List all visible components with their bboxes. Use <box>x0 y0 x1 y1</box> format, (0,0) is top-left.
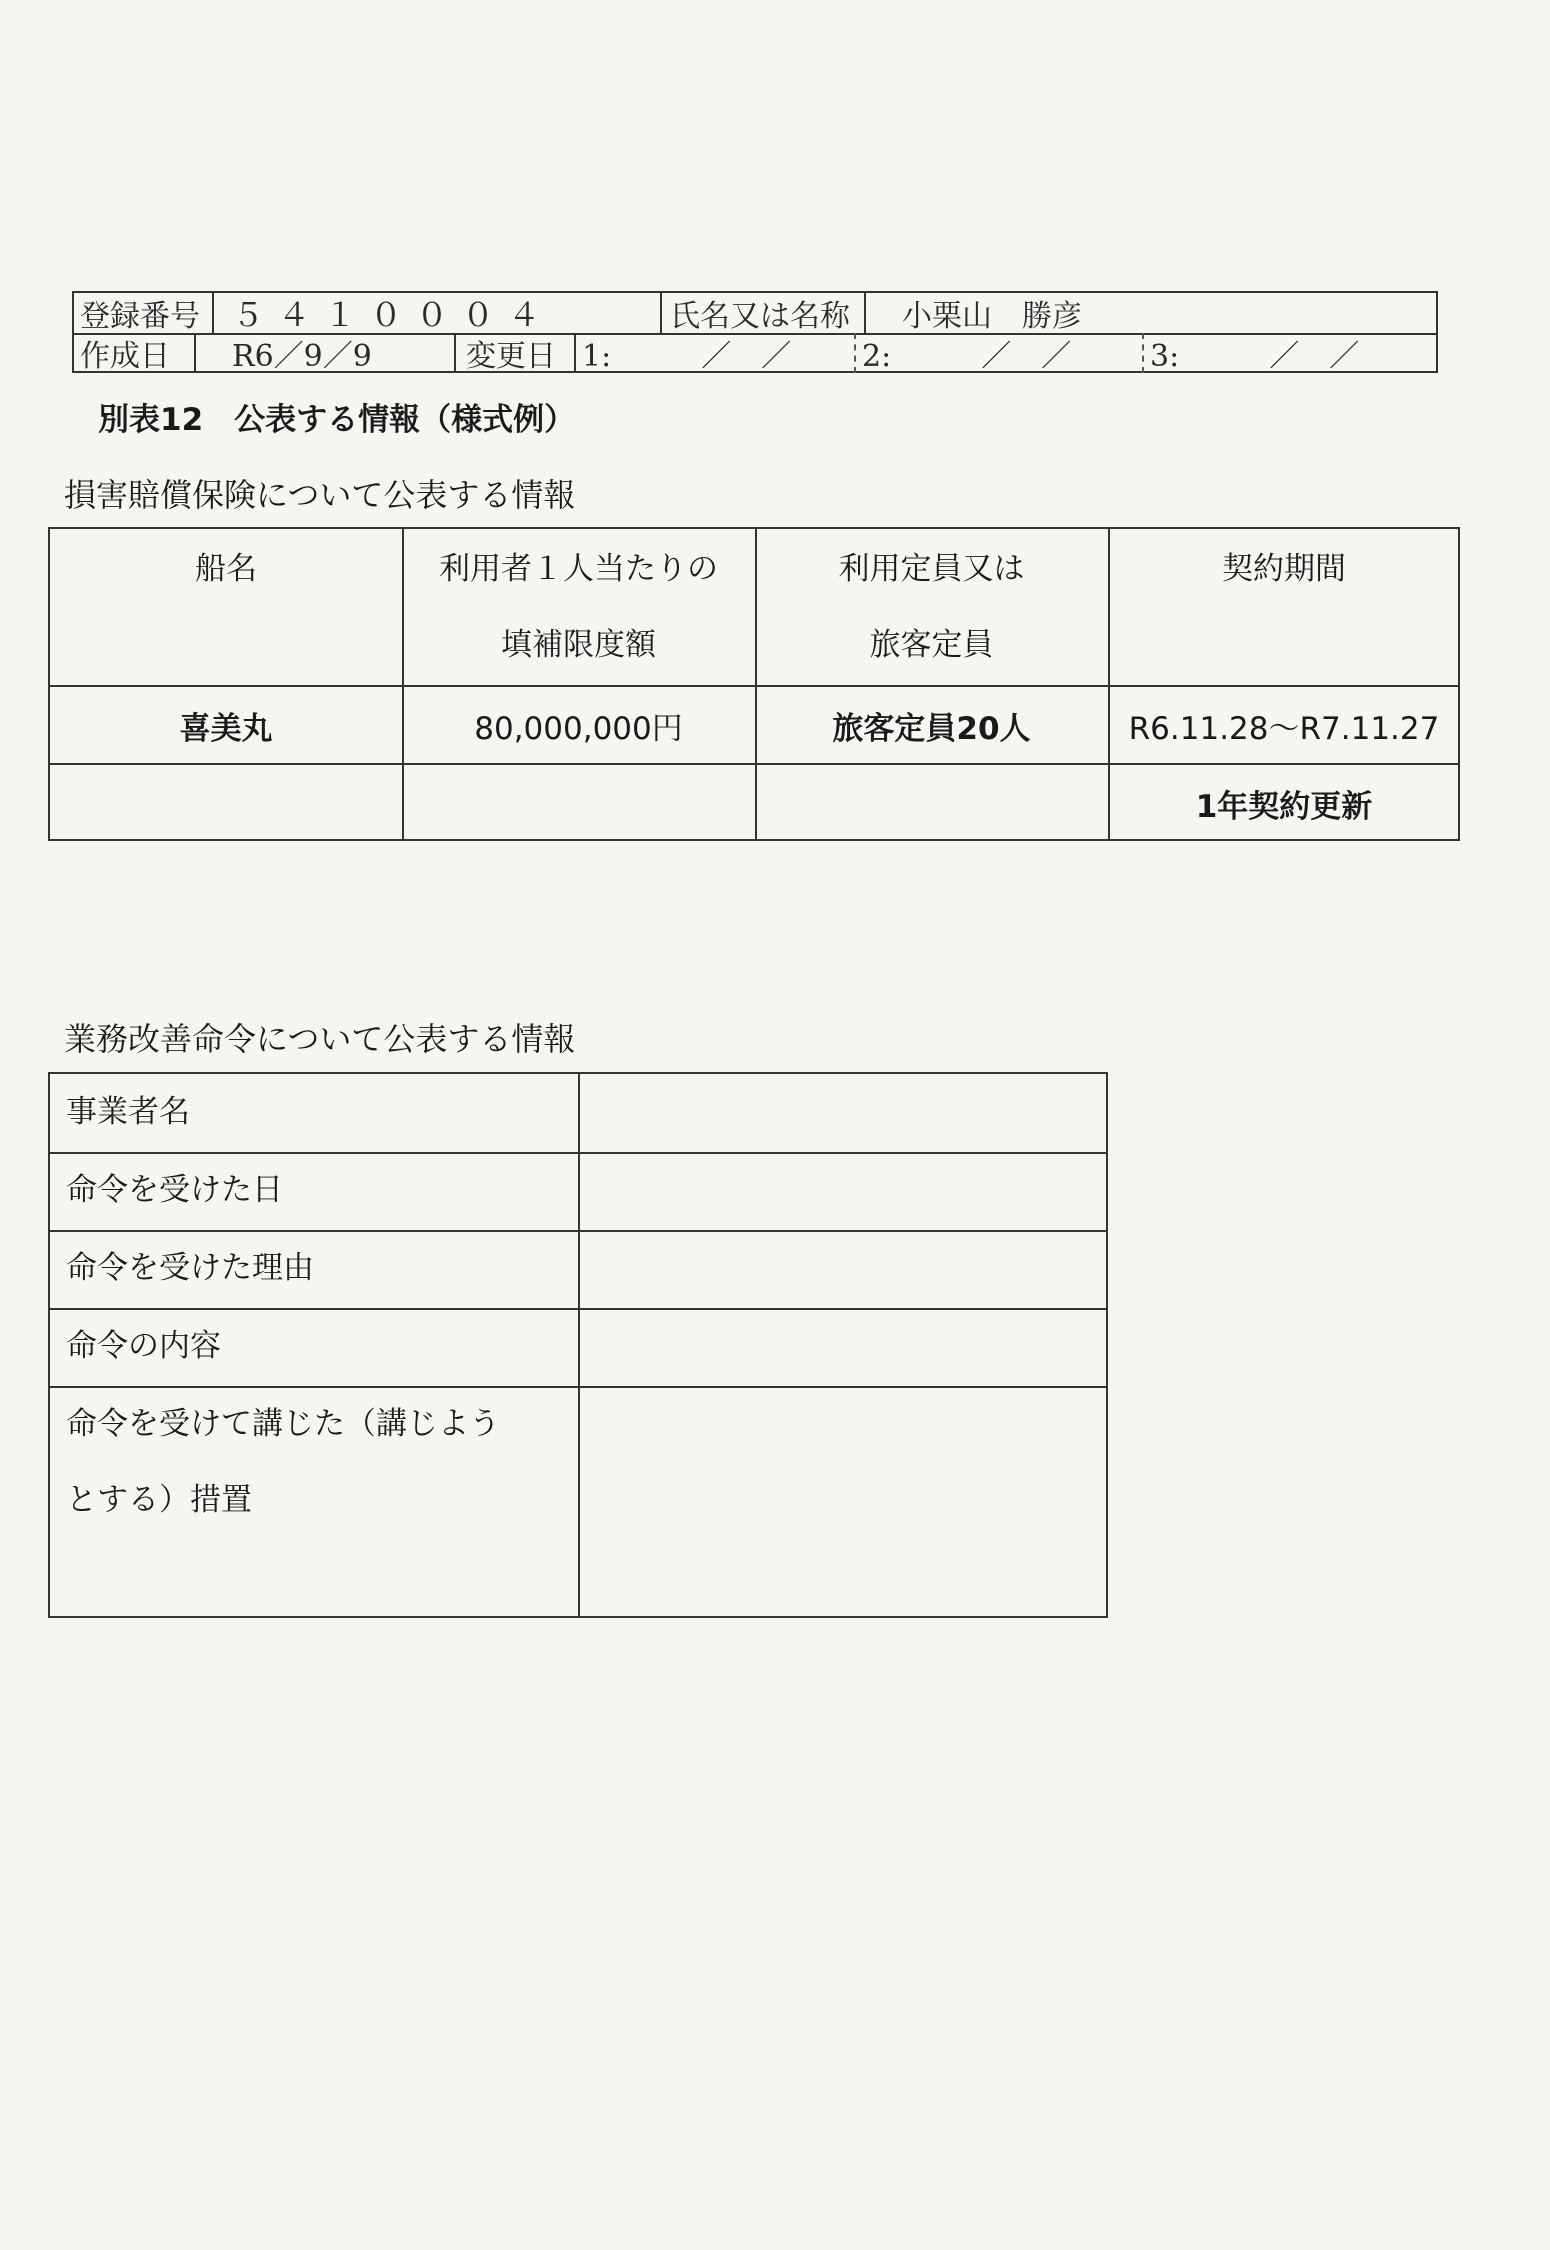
header-capacity <box>755 529 1108 685</box>
name-value: 小栗山 勝彦 <box>864 293 1424 333</box>
header-coverage-limit <box>402 529 755 685</box>
cell-empty <box>755 765 1108 841</box>
label-line: とする）措置 <box>66 1482 252 1518</box>
order-section-title: 業務改善命令について公表する情報 <box>64 1020 576 1058</box>
cell-coverage-limit: 80,000,000円 <box>474 710 683 747</box>
cell-empty <box>402 765 755 841</box>
change-1: 1: ／ ／ <box>574 333 859 373</box>
created-label: 作成日 <box>80 339 170 374</box>
label-order-content: 命令の内容 <box>66 1328 221 1364</box>
registration-row <box>74 293 1436 335</box>
cell-capacity: 旅客定員20人 <box>832 710 1031 747</box>
changed-label: 変更日 <box>454 333 654 373</box>
label-measures-taken <box>66 1386 500 1538</box>
header-line: 利用者１人当たりの <box>439 551 718 587</box>
form-title: 別表12 公表する情報（様式例） <box>98 402 576 438</box>
cell-renewal: 1年契約更新 <box>1195 788 1373 825</box>
label-operator-name: 事業者名 <box>66 1094 190 1130</box>
order-table <box>48 1072 1108 1618</box>
cell-ship-name: 喜美丸 <box>179 710 273 747</box>
header-contract-period <box>1108 529 1460 685</box>
cell-contract-period: R6.11.28～R7.11.27 <box>1128 710 1440 747</box>
name-label: 氏名又は名称 <box>660 293 870 333</box>
dates-row <box>74 333 1436 373</box>
label-order-reason: 命令を受けた理由 <box>66 1250 314 1286</box>
reg-number: ５４１０００４ <box>212 293 732 333</box>
registration-box <box>72 291 1438 373</box>
header-line: 利用定員又は <box>838 551 1025 587</box>
header-line: 填補限度額 <box>501 627 656 663</box>
header-line: 契約期間 <box>1222 551 1346 587</box>
label-order-date: 命令を受けた日 <box>66 1172 283 1208</box>
created-value: R6／9／9 <box>194 333 524 373</box>
cell-empty <box>50 765 402 841</box>
change-2: 2: ／ ／ <box>854 333 1139 373</box>
change-3: 3: ／ ／ <box>1142 333 1432 373</box>
header-ship-name <box>50 529 402 685</box>
header-line: 旅客定員 <box>869 627 994 663</box>
label-line: 命令を受けて講じた（講じよう <box>66 1406 500 1442</box>
header-line: 船名 <box>195 551 257 587</box>
insurance-table <box>48 527 1460 841</box>
column-divider <box>578 1074 580 1616</box>
insurance-section-title: 損害賠償保険について公表する情報 <box>64 476 576 514</box>
reg-label: 登録番号 <box>80 299 200 334</box>
